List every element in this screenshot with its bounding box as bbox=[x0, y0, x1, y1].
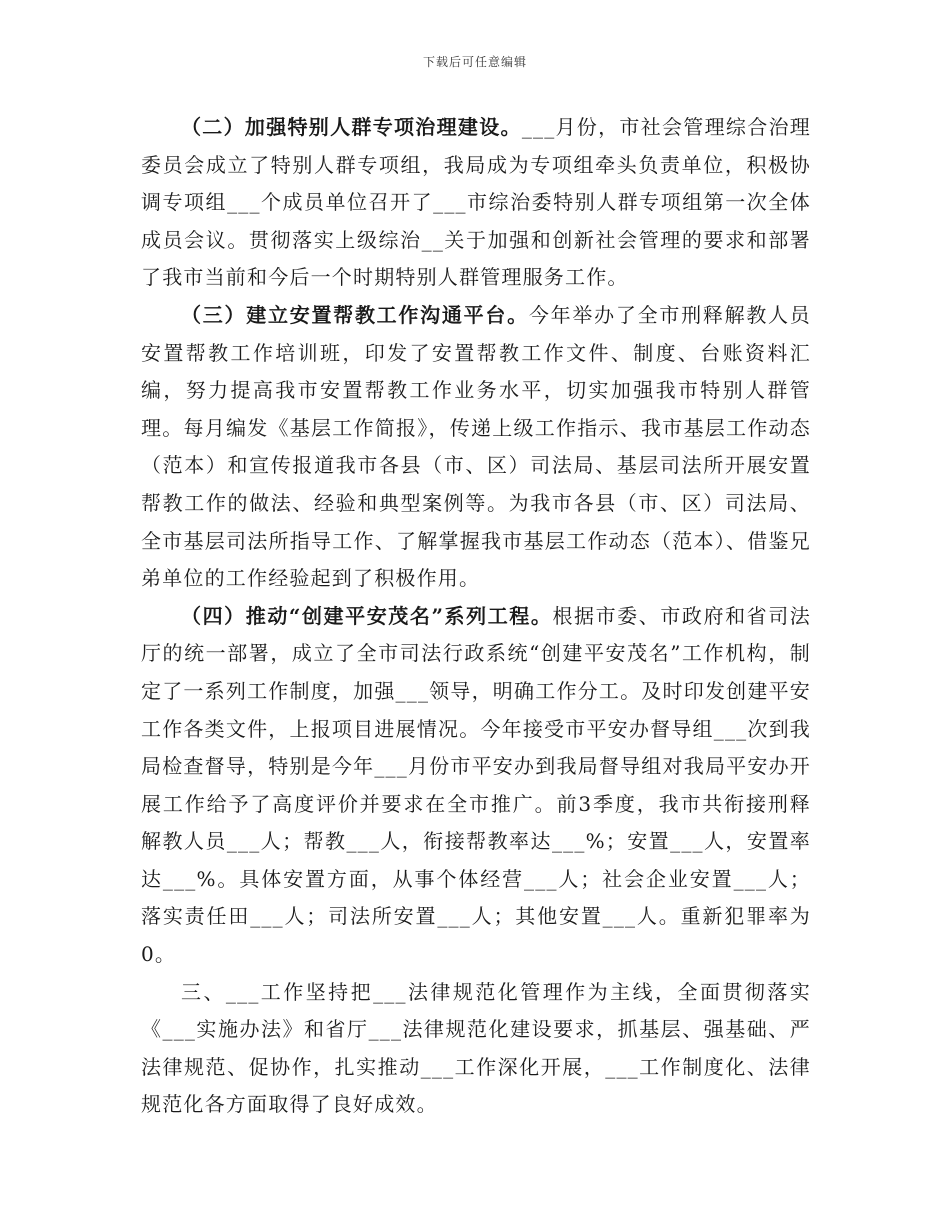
paragraph-text: 今年举办了全市刑释解教人员安置帮教工作培训班，印发了安置帮教工作文件、制度、台账资料汇编，努力提高我市安置帮教工作业务水平，切实加强我市特别人群管理。每月编发《基层工作简报》，传递上级工作指示、我市基层工作动态（范本）和宣传报道我市各县（市、区）司法局、基层司法所开展安置帮教工作的做法、经验和典型案例等。为我市各县（市、区）司法局、全市基层司法所指导工作、了解掌握我市基层工作动态（范本）、借鉴兄弟单位的工作经验起到了积极作用。 bbox=[141, 302, 811, 591]
paragraph-heading: （三）建立安置帮教工作沟通平台。 bbox=[181, 302, 529, 327]
paragraph-heading: （四）推动“创建平安茂名”系列工程。 bbox=[181, 603, 553, 628]
paragraph-text: 三、___工作坚持把___法律规范化管理作为主线，全面贯彻落实《___实施办法》和省厅___法律规范化建设要求，抓基层、强基础、严法律规范、促协作，扎实推动___工作深化开展，___工作制度化、法律规范化各方面取得了良好成效。 bbox=[141, 979, 811, 1117]
document-body bbox=[141, 109, 811, 1124]
paragraph-section-three bbox=[141, 974, 811, 1124]
paragraph-safe-maoming bbox=[141, 598, 811, 974]
paragraph-text: 根据市委、市政府和省司法厅的统一部署，成立了全市司法行政系统“创建平安茂名”工作机构，制定了一系列工作制度，加强___领导，明确工作分工。及时印发创建平安工作各类文件，上报项目进展情况。今年接受市平安办督导组___次到我局检查督导，特别是今年___月份市平安办到我局督导组对我局平安办开展工作给予了高度评价并要求在全市推广。前3季度，我市共衔接刑释解教人员___人；帮教___人，衔接帮教率达___%；安置___人，安置率达___%。具体安置方面，从事个体经营___人；社会企业安置___人；落实责任田___人；司法所安置___人；其他安置___人。重新犯罪率为0。 bbox=[141, 603, 812, 967]
paragraph-resettlement-platform bbox=[141, 297, 811, 598]
paragraph-special-groups bbox=[141, 109, 811, 297]
page-header: 下载后可任意编辑 bbox=[422, 55, 527, 69]
paragraph-text: ___月份，市社会管理综合治理委员会成立了特别人群专项组，我局成为专项组牵头负责单位，积极协调专项组___个成员单位召开了___市综治委特别人群专项组第一次全体成员会议。贯彻落实上级综治__关于加强和创新社会管理的要求和部署了我市当前和今后一个时期特别人群管理服务工作。 bbox=[141, 115, 812, 290]
paragraph-heading: （二）加强特别人群专项治理建设。 bbox=[181, 115, 522, 139]
